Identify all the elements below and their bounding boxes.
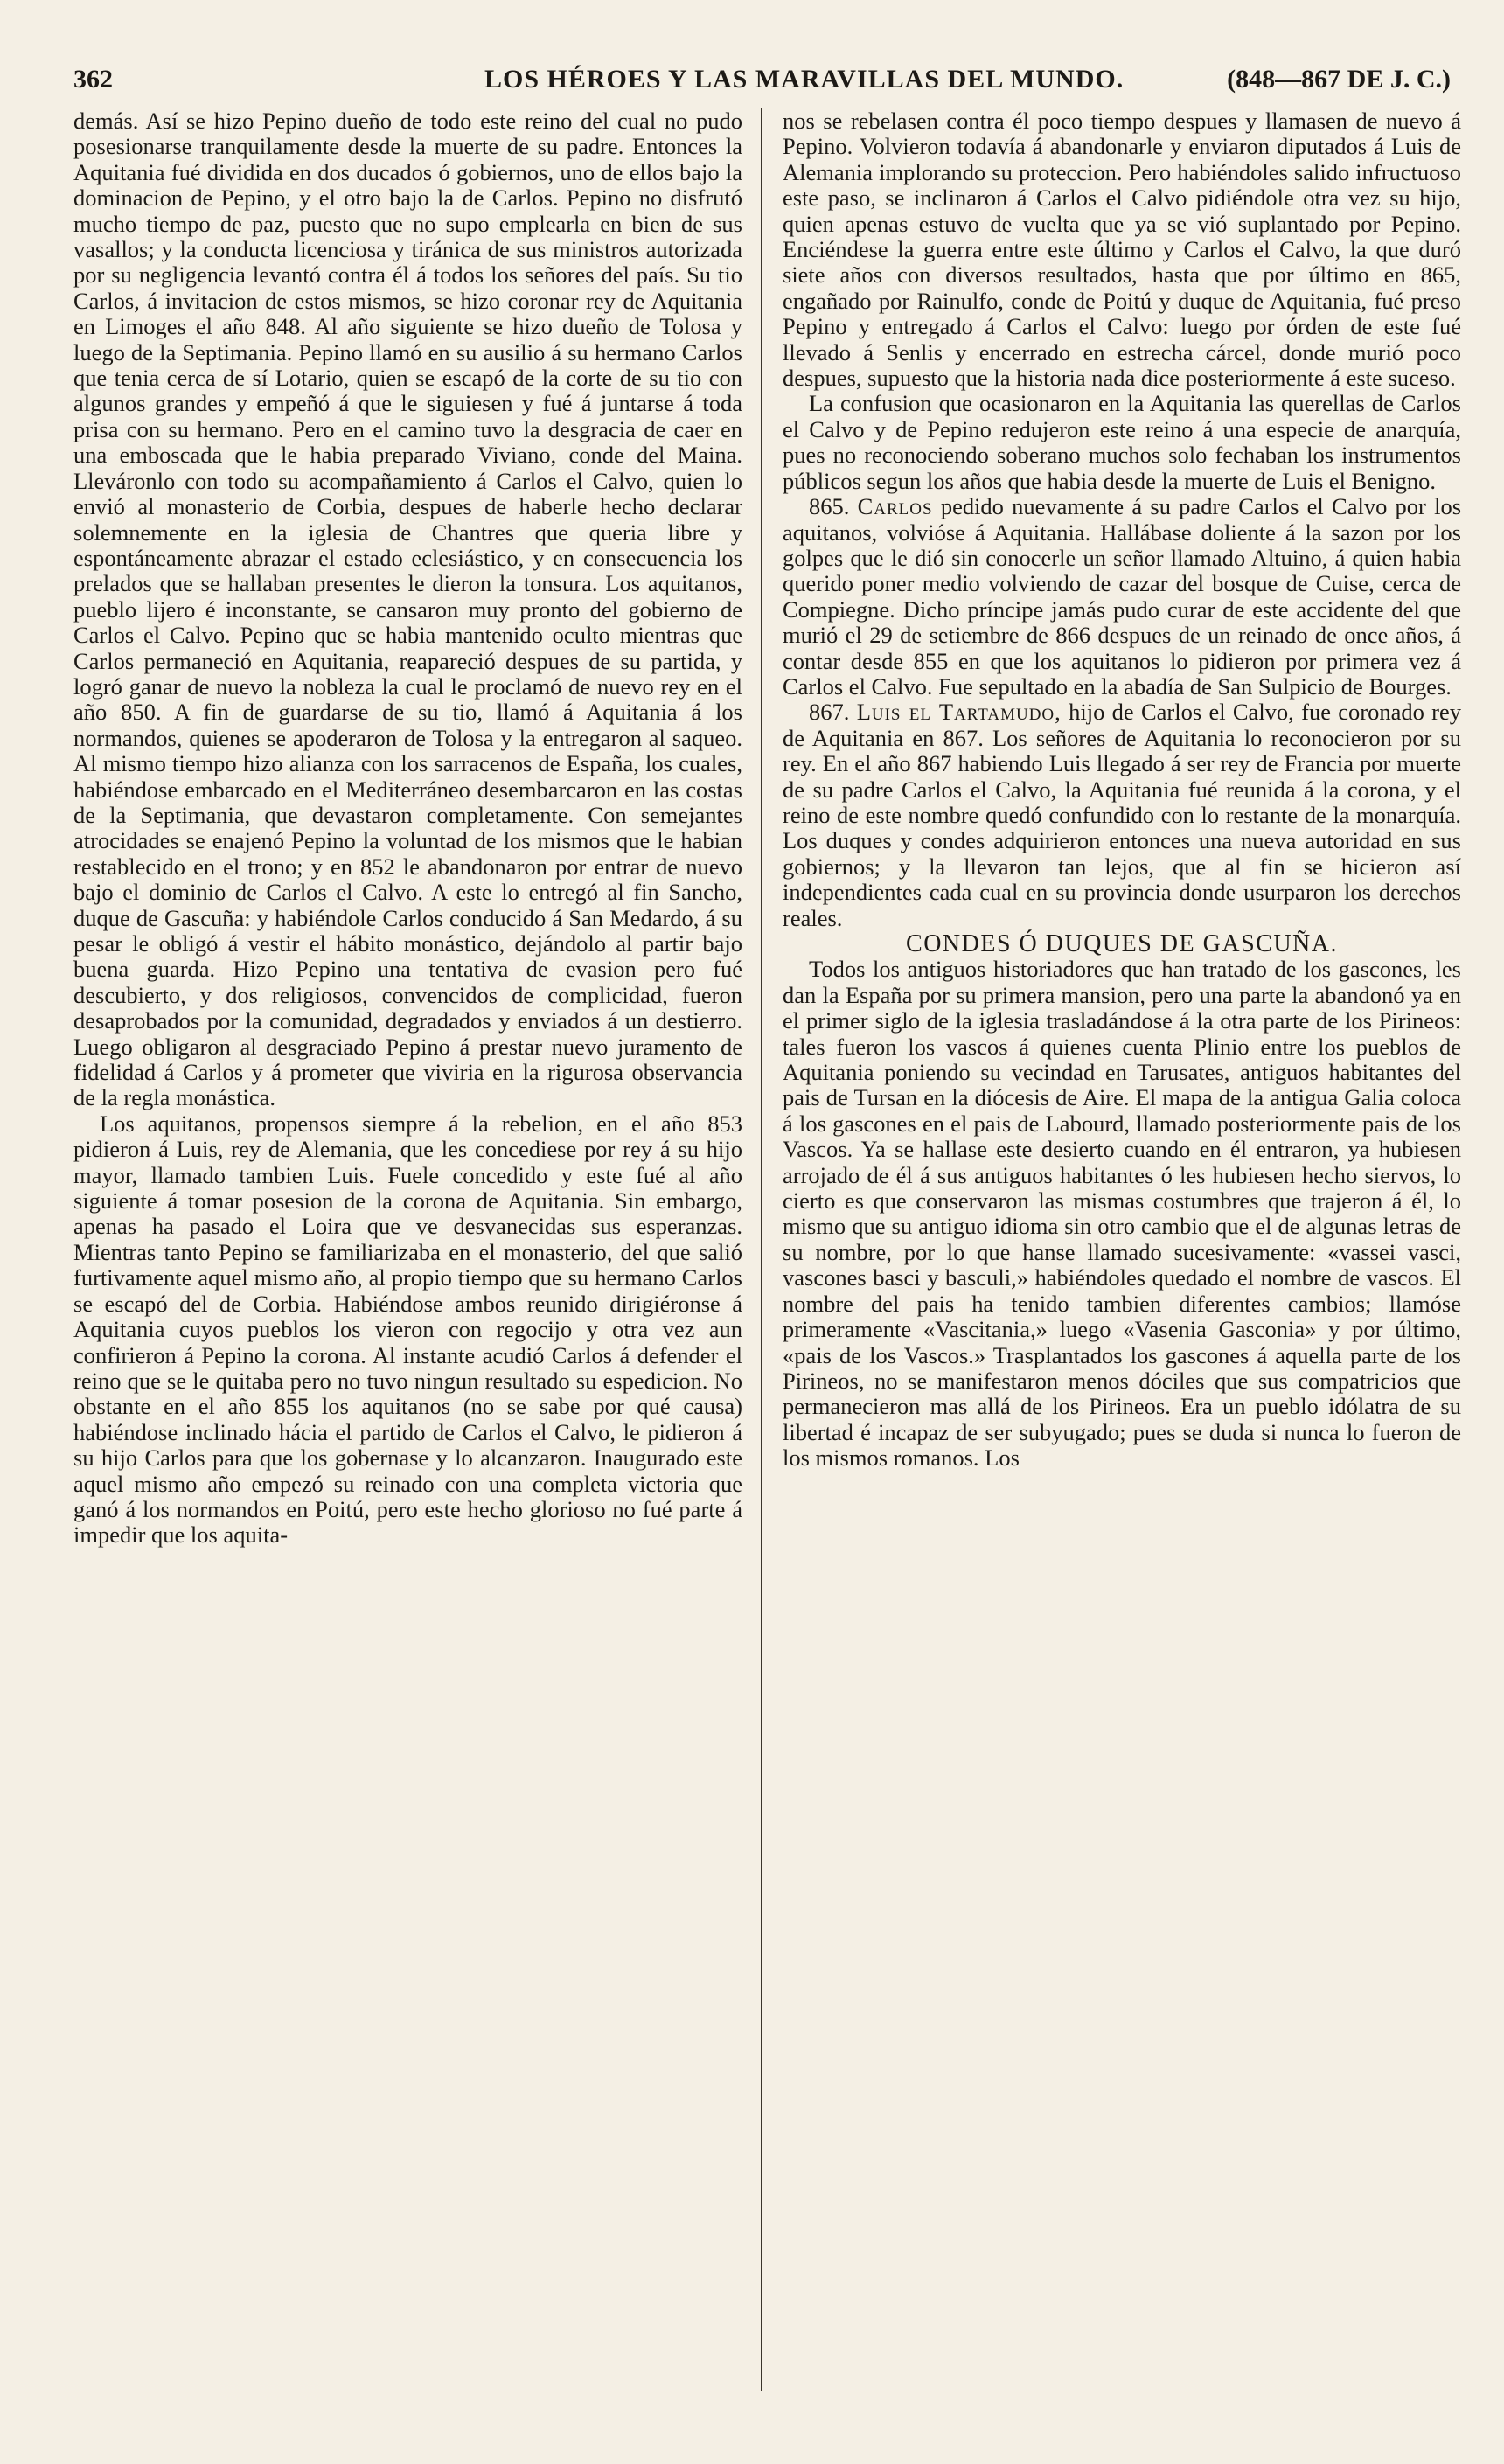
entry-year-867: 867. [809,699,850,726]
right-paragraph-5: Todos los antiguos historiadores que han tratado de los gascones, les dan la España por su primera mansion, pero una parte la abandonó ya en el primer siglo de la iglesia trasladándose á la otra parte de los Pirineos: tales fueron los vascos á quienes cuenta Plinio entre los pueblos de Aquitania poniendo su vecindad en Tarusates, antiguos habitantes del pais de Tursan en la diócesis de Aire. El mapa de la antigua Galia coloca á los gascones en el pais de Labourd, llamado posteriormente pais de los Vascos. Ya se hallase este desierto cuando en él entraron, ya hubiesen arrojado de él á sus antiguos habitantes ó les hubiesen hecho siervos, lo cierto es que conservaron las mismas costumbres que trajeron á él, lo mismo que su antiguo idioma sin otro cambio que el de algunas letras de su nombre, por lo que hanse llamado sucesivamente: «vassei vasci, vascones basci y basculi,» habiéndoles quedado el nombre de vascos. El nombre del pais ha tenido tambien diferentes cambios; llamóse primeramente «Vascitania,» luego «Vasenia Gasconia» y por último, «pais de los Vascos.» Trasplantados los gascones á aquella parte de los Pirineos, no se manifestaron menos dóciles que sus compatricios que permanecieron mas allá de los Pirineos. Era un pueblo idólatra de su libertad é incapaz de ser subyugado; pues se duda si nunca lo fueron de los mismos romanos. Los [783,956,1461,1472]
entry-name-luis: Luis el Tartamudo, [856,699,1062,726]
entry-text-867: hijo de Carlos el Calvo, fue coronado rey de Aquitania en 867. Los señores de Aquitania lo reconocieron por su rey. En el año 867 habiendo Luis llegado á ser rey de Francia por muerte de su padre Carlos el Calvo, la Aquitania fué reunida á la corona, y el reino de este nombre quedó confundido con lo restante de la monarquía. Los duques y condes adquirieron entonces una nueva autoridad en sus gobiernos; y la llevaron tan lejos, que al fin se hicieron así independientes cada cual en su provincia donde usurparon los derechos reales. [783,699,1461,931]
right-paragraph-3 [783,494,1461,700]
right-paragraph-2: La confusion que ocasionaron en la Aquitania las querellas de Carlos el Calvo y de Pepino redujeron este reino á una especie de anarquía, pues no reconociendo soberano muchos solo fechaban los instrumentos públicos segun los años que habia desde la muerte de Luis el Benigno. [783,390,1461,494]
left-column [73,108,742,2399]
running-title: LOS HÉROES Y LAS MARAVILLAS DEL MUNDO. [484,65,1125,94]
left-paragraph-2: Los aquitanos, propensos siempre á la rebelion, en el año 853 pidieron á Luis, rey de Alemania, que les concediese por rey á su hijo mayor, llamado tambien Luis. Fuele concedido y este fué al año siguiente á tomar posesion de la corona de Aquitania. Sin embargo, apenas ha pasado el Loira que ve desvanecidas sus esperanzas. Mientras tanto Pepino se familiarizaba en el monasterio, del que salió furtivamente aquel mismo año, al propio tiempo que su hermano Carlos se escapó del de Corbia. Habiéndose ambos reunido dirigiéronse á Aquitania cuyos pueblos los vieron con regocijo y otra vez aun confirieron á Pepino la corona. Al instante acudió Carlos á defender el reino que se le quitaba pero no tuvo ningun resultado su espedicion. No obstante en el año 855 los aquitanos (no se sabe por qué causa) habiéndose inclinado hácia el partido de Carlos el Calvo, le pidieron á su hijo Carlos para que los gobernase y lo alcanzaron. Inaugurado este aquel mismo año empezó su reinado con una completa victoria que ganó á los normandos en Poitú, pero este hecho glorioso no fué parte á impedir que los aquita- [73,1110,742,1549]
page-header [73,59,1451,100]
entry-year-865: 865. [809,493,850,520]
entry-text-865: pedido nuevamente á su padre Carlos el Calvo por los aquitanos, volvióse á Aquitania. Hallábase doliente á la sazon por los golpes que le dió sin conocerle un señor llamado Altuino, á quien habia querido poner medio volviendo de cazar del bosque de Cuise, cerca de Compiegne. Dicho príncipe jamás pudo curar de este accidente del que murió el 29 de setiembre de 866 despues de un reinado de once años, á contar desde 855 en que los aquitanos lo pidieron por primera vez á Carlos el Calvo. Fue sepultado en la abadía de San Sulpicio de Bourges. [783,493,1461,700]
section-heading: CONDES Ó DUQUES DE GASCUÑA. [906,930,1338,957]
entry-name-carlos: Carlos [857,493,933,520]
right-paragraph-4 [783,700,1461,931]
page-number: 362 [73,65,113,94]
right-column [783,108,1461,2399]
column-divider [761,108,762,2391]
left-paragraph-1: demás. Así se hizo Pepino dueño de todo este reino del cual no pudo posesionarse tranquilamente desde la muerte de su padre. Entonces la Aquitania fué dividida en dos ducados ó gobiernos, uno de ellos bajo la dominacion de Pepino, y el otro bajo la de Carlos. Pepino no disfrutó mucho tiempo de paz, puesto que no supo emplearla en bien de sus vasallos; y la conducta licenciosa y tiránica de sus ministros autorizada por su negligencia levantó contra él á todos los señores del país. Su tio Carlos, á invitacion de estos mismos, se hizo coronar rey de Aquitania en Limoges el año 848. Al año siguiente se hizo dueño de Tolosa y luego de la Septimania. Pepino llamó en su ausilio á su hermano Carlos que tenia cerca de sí Lotario, quien se escapó de la corte de su tio con algunos grandes y empeñó á que le siguiesen y fué á juntarse á toda prisa con su hermano. Pero en el camino tuvo la desgracia de caer en una emboscada que le habia preparado Viviano, conde del Maina. Lleváronlo con todo su acompañamiento á Carlos el Calvo, quien lo envió al monasterio de Corbia, despues de haberle hecho declarar solemnemente en la iglesia de Chantres que queria libre y espontáneamente abrazar el estado eclesiástico, y en consecuencia los prelados que se hallaban presentes le dieron la tonsura. Los aquitanos, pueblo lijero é inconstante, se cansaron muy pronto del gobierno de Carlos el Calvo. Pepino que se habia mantenido oculto mientras que Carlos permaneció en Aquitania, reapareció despues de su partida, y logró ganar de nuevo la nobleza la cual le proclamó de nuevo rey en el año 850. A fin de guardarse de su tio, llamó á Aquitania á los normandos, quienes se apoderaron de Tolosa y la entregaron al saqueo. Al mismo tiempo hizo alianza con los sarracenos de España, los cuales, habiéndose embarcado en el Mediterráneo desembarcaron en las costas de la Septimania, que devastaron completamente. Con semejantes atrocidades se enajenó Pepino la voluntad de los mismos que le habian restablecido en el trono; y en 852 le abandonaron por entrar de nuevo bajo el dominio de Carlos el Calvo. A este lo entregó al fin Sancho, duque de Gascuña: y habiéndole Carlos conducido á San Medardo, á su pesar le obligó á vestir el hábito monástico, dejándolo al partir bajo buena guarda. Hizo Pepino una tentativa de evasion pero fué descubierto, y dos religiosos, convencidos de complicidad, fueron desaprobados por la comunidad, degradados y enviados á un destierro. Luego obligaron al desgraciado Pepino á prestar nuevo juramento de fidelidad á Carlos y á prometer que viviria en la rigurosa observancia de la regla monástica. [73,108,742,1111]
date-range: (848—867 DE J. C.) [1227,65,1451,94]
right-paragraph-1: nos se rebelasen contra él poco tiempo despues y llamasen de nuevo á Pepino. Volvieron todavía á abandonarle y enviaron diputados á Luis de Alemania implorando su proteccion. Pero habiéndoles salido infructuoso este paso, se inclinaron á Carlos el Calvo pidiéndole otra vez su hijo, quien apenas estuvo de vuelta que ya se vió suplantado por Pepino. Enciéndese la guerra entre este último y Carlos el Calvo, la que duró siete años con diversos resultados, hasta que por último en 865, engañado por Rainulfo, conde de Poitú y duque de Aquitania, fué preso Pepino y entregado á Carlos el Calvo: luego por órden de este fué llevado á Senlis y encerrado en estrecha cárcel, donde murió poco despues, supuesto que la historia nada dice posteriormente á este suceso. [783,108,1461,392]
